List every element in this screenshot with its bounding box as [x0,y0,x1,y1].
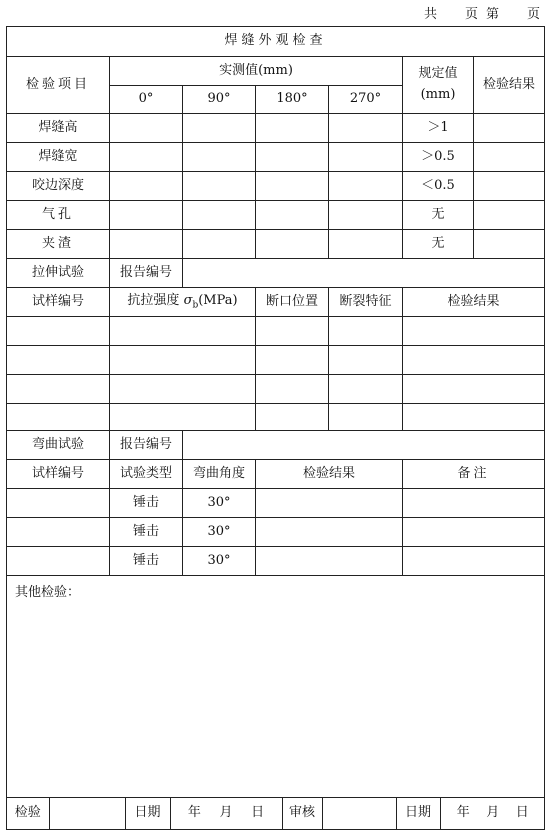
cell[interactable] [110,375,256,404]
value-cell[interactable] [256,230,329,259]
value-cell[interactable] [329,201,403,230]
value-cell[interactable] [329,172,403,201]
cell[interactable] [403,404,545,431]
table-row [7,317,545,346]
cell[interactable] [110,346,256,375]
result-label: 检验结果 [474,57,545,114]
value-cell[interactable] [110,114,183,143]
result-cell[interactable] [474,114,545,143]
value-cell[interactable] [183,114,256,143]
value-cell[interactable] [110,201,183,230]
sigma-symbol: σ [183,292,193,308]
tensile-strength-header [110,288,256,317]
cell[interactable] [403,375,545,404]
cell[interactable] [329,346,403,375]
row-name: 咬边深度 [7,172,110,201]
value-cell[interactable] [329,143,403,172]
form-title: 焊缝外观检查 [7,27,545,57]
signature-table [7,798,545,829]
value-cell[interactable] [183,230,256,259]
cell[interactable] [7,317,110,346]
inspect-sign-field[interactable] [49,798,125,829]
cell[interactable] [7,404,110,431]
table-row [7,547,545,576]
bend-type-header: 试验类型 [110,460,183,489]
bend-report-label: 报告编号 [110,431,183,460]
row-spec: 无 [403,201,474,230]
date2-field[interactable] [440,798,545,829]
table-row [7,346,545,375]
bend-type: 锤击 [110,489,183,518]
spec-label-1: 规定值 [418,66,458,82]
weld-inspection-form [6,26,545,830]
item-label: 检验项目 [7,57,110,114]
tensile-label: 拉伸试验 [7,259,110,288]
cell[interactable] [256,489,403,518]
review-label: 审核 [282,798,322,829]
row-name: 焊缝高 [7,114,110,143]
value-cell[interactable] [110,172,183,201]
row-name: 气孔 [7,201,110,230]
month1: 月 [219,805,233,821]
fracture-feature-header: 断裂特征 [329,288,403,317]
page-counter-ye2: 页 [526,7,542,22]
value-cell[interactable] [183,172,256,201]
bend-label: 弯曲试验 [7,431,110,460]
angle-270: 270° [329,86,403,114]
value-cell[interactable] [110,230,183,259]
cell[interactable] [7,346,110,375]
result-cell[interactable] [474,172,545,201]
bend-type: 锤击 [110,518,183,547]
cell[interactable] [403,317,545,346]
bend-angle: 30° [183,518,256,547]
review-sign-field[interactable] [322,798,396,829]
cell[interactable] [256,346,329,375]
table-row [7,375,545,404]
cell[interactable] [256,317,329,346]
bend-remark-header: 备注 [403,460,545,489]
value-cell[interactable] [256,114,329,143]
row-spec: ＞1 [403,114,474,143]
bend-angle: 30° [183,489,256,518]
value-cell[interactable] [329,230,403,259]
tensile-specimen-header: 试样编号 [7,288,110,317]
row-spec: 无 [403,230,474,259]
table-row [7,489,545,518]
value-cell[interactable] [329,114,403,143]
other-inspection-area[interactable] [7,576,545,798]
strength-label: 抗拉强度 [127,292,180,308]
date1-field[interactable] [170,798,282,829]
value-cell[interactable] [256,172,329,201]
row-spec: ＜0.5 [403,172,474,201]
date2-label: 日期 [396,798,440,829]
bend-result-header: 检验结果 [256,460,403,489]
cell[interactable] [329,404,403,431]
angle-0: 0° [110,86,183,114]
cell[interactable] [256,518,403,547]
cell[interactable] [256,547,403,576]
strength-unit: (MPa) [198,292,238,308]
cell[interactable] [329,375,403,404]
cell[interactable] [329,317,403,346]
bend-angle: 30° [183,547,256,576]
result-cell[interactable] [474,143,545,172]
month2: 月 [486,805,500,821]
cell[interactable] [256,404,329,431]
day1: 日 [251,805,265,821]
value-cell[interactable] [110,143,183,172]
bend-specimen-header: 试样编号 [7,460,110,489]
other-label: 其他检验： [15,585,81,600]
value-cell[interactable] [256,201,329,230]
value-cell[interactable] [256,143,329,172]
inspect-label: 检验 [7,798,49,829]
table-row [7,201,545,230]
tensile-report-label: 报告编号 [110,259,183,288]
cell[interactable] [110,317,256,346]
bend-angle-header: 弯曲角度 [183,460,256,489]
bend-report-field[interactable] [183,431,545,460]
page-counter-gong: 共 [423,7,439,22]
table-row [7,230,545,259]
measured-label: 实测值(mm) [110,57,403,86]
cell[interactable] [7,489,110,518]
cell[interactable] [403,518,545,547]
row-spec: ＞0.5 [403,143,474,172]
angle-180: 180° [256,86,329,114]
cell[interactable] [403,547,545,576]
result-cell[interactable] [474,201,545,230]
table-row [7,143,545,172]
cell[interactable] [403,489,545,518]
signature-row [7,798,545,830]
spec-label [403,57,474,114]
cell[interactable] [256,375,329,404]
table-row [7,518,545,547]
value-cell[interactable] [183,143,256,172]
value-cell[interactable] [183,201,256,230]
page-counter [424,3,542,22]
fracture-position-header: 断口位置 [256,288,329,317]
page-counter-ye: 页 [464,7,480,22]
table-row [7,172,545,201]
angle-90: 90° [183,86,256,114]
cell[interactable] [110,404,256,431]
page-counter-di: 第 [485,7,501,22]
year2: 年 [456,805,470,821]
tensile-report-field[interactable] [183,259,545,288]
date1-label: 日期 [125,798,170,829]
sigma-subscript: b [192,300,199,311]
result-cell[interactable] [474,230,545,259]
table-row [7,114,545,143]
cell[interactable] [7,547,110,576]
cell[interactable] [7,375,110,404]
row-name: 焊缝宽 [7,143,110,172]
day2: 日 [515,805,529,821]
row-name: 夹渣 [7,230,110,259]
table-row [7,404,545,431]
cell[interactable] [403,346,545,375]
cell[interactable] [7,518,110,547]
year1: 年 [187,805,201,821]
tensile-result-header: 检验结果 [403,288,545,317]
spec-label-2: (mm) [420,87,456,102]
bend-type: 锤击 [110,547,183,576]
